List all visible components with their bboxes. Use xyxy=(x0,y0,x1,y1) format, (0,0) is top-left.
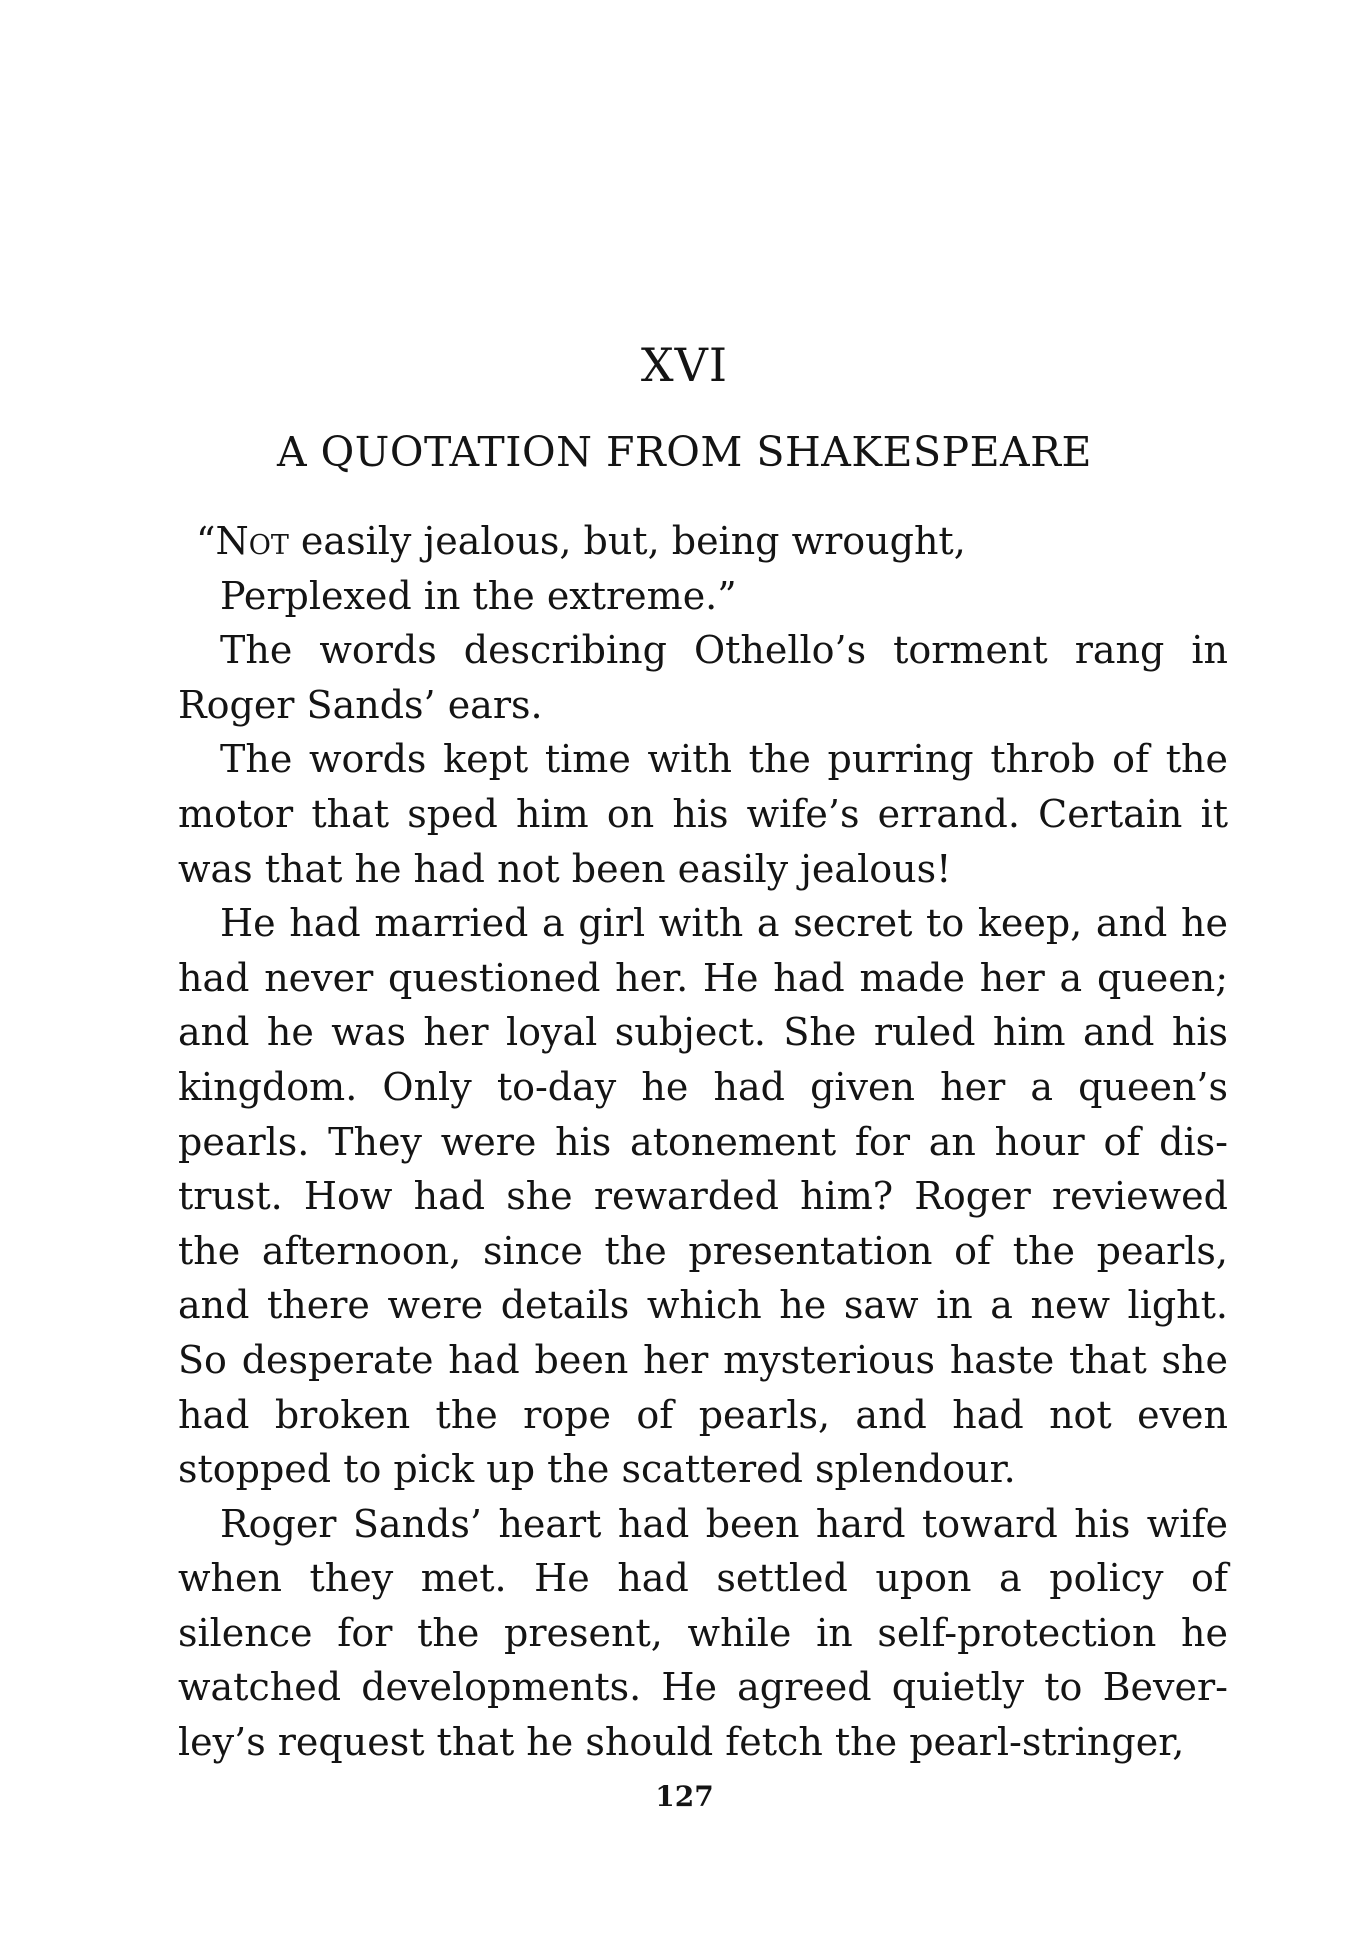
epigraph-open-quote: “ xyxy=(196,519,216,563)
epigraph-line-1 xyxy=(178,514,1228,569)
paragraph: Roger Sands’ heart had been hard toward his wife when they met. He had settled upon a policy of silence for the present, while in self-protection he watched developments. He agreed quietly to Beverley’s request that he should fetch the pearl-stringer, xyxy=(178,1501,1228,1765)
epigraph-line-1-rest: easily jealous, but, being wrought, xyxy=(288,519,966,563)
epigraph-line-2: Perplexed in the extreme.” xyxy=(220,573,737,618)
chapter-title: A QUOTATION FROM SHAKESPEARE xyxy=(277,428,1092,476)
paragraph: He had married a girl with a secret to keep, and he had never questioned her. He had made her a queen; and he was her loyal subject. She ruled him and his kingdom. Only to-day he had given her a queen’s pearls. They were his atonement for an hour of distrust. How had she rewarded him? Roger reviewed the afternoon, since the presentation of the pearls, and there were details which he saw in a new light. So desperate had been her mysterious haste that she had broken the rope of pearls, and had not even stopped to pick up the scattered splendour. xyxy=(178,901,1228,1492)
paragraph: The words describing Othello’s torment rang in Roger Sands’ ears. xyxy=(178,628,1228,727)
paragraph: The words kept time with the purring throb of the motor that sped him on his wife’s errand. Certain it was that he had not been easily jealous! xyxy=(178,737,1228,891)
page-number: 127 xyxy=(655,1780,714,1813)
body-text xyxy=(178,514,1228,1770)
chapter-number: XVI xyxy=(640,338,729,392)
epigraph-first-word: Not xyxy=(215,519,289,563)
